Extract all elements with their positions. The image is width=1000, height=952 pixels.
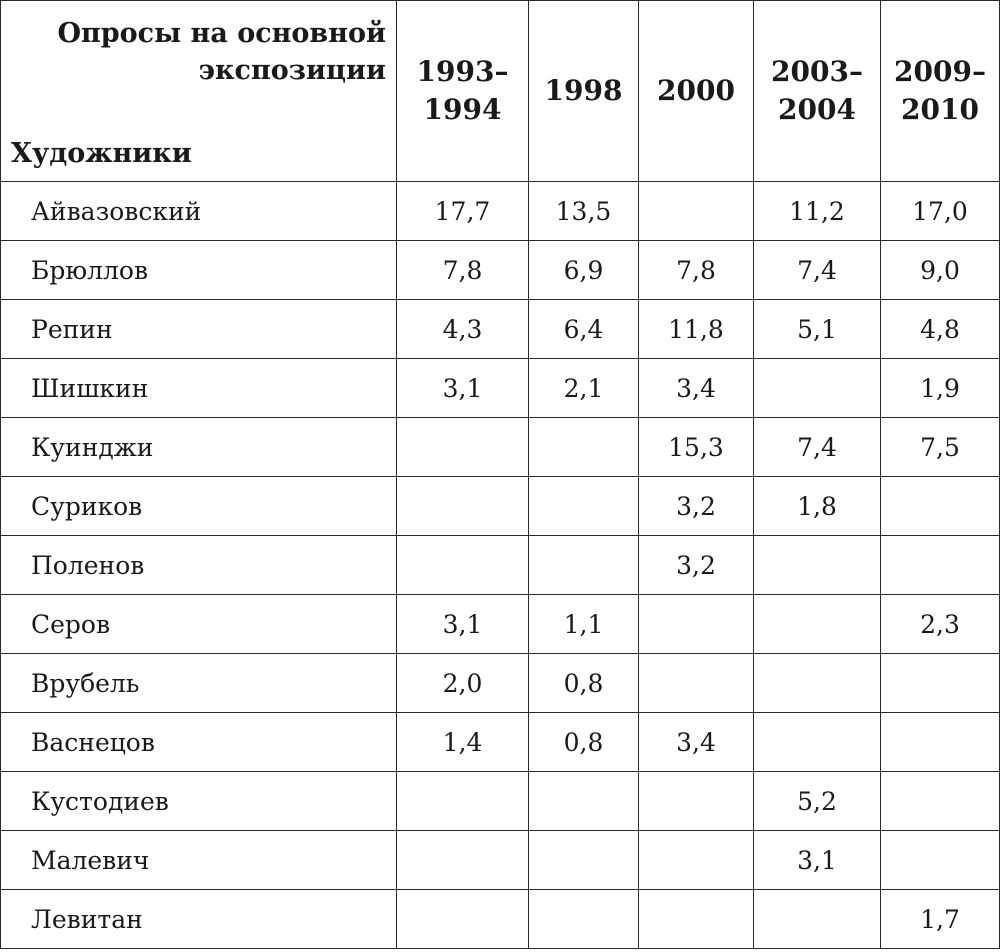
table-row	[1, 241, 1000, 300]
value-cell	[397, 831, 529, 890]
value-cell: 15,3	[639, 418, 754, 477]
value-cell: 7,4	[754, 241, 881, 300]
value-cell: 5,1	[754, 300, 881, 359]
value-cell: 11,8	[639, 300, 754, 359]
value-cell: 3,4	[639, 713, 754, 772]
value-cell	[639, 890, 754, 949]
value-cell: 5,2	[754, 772, 881, 831]
artist-name-cell: Малевич	[1, 831, 397, 890]
header-corner-cell	[1, 1, 397, 182]
artist-name-cell: Кустодиев	[1, 772, 397, 831]
value-cell	[881, 536, 1000, 595]
value-cell	[529, 831, 639, 890]
value-cell	[529, 536, 639, 595]
value-cell: 6,4	[529, 300, 639, 359]
value-cell: 3,2	[639, 536, 754, 595]
value-cell	[639, 595, 754, 654]
artist-name-cell: Репин	[1, 300, 397, 359]
table-row	[1, 890, 1000, 949]
year-header-2003-2004: 2003– 2004	[754, 1, 881, 182]
artist-name-cell: Поленов	[1, 536, 397, 595]
artist-name-cell: Левитан	[1, 890, 397, 949]
value-cell: 4,8	[881, 300, 1000, 359]
value-cell	[881, 831, 1000, 890]
table-row	[1, 772, 1000, 831]
value-cell	[881, 713, 1000, 772]
value-cell: 1,4	[397, 713, 529, 772]
value-cell: 0,8	[529, 654, 639, 713]
value-cell: 6,9	[529, 241, 639, 300]
value-cell	[397, 418, 529, 477]
value-cell	[754, 536, 881, 595]
table-row	[1, 300, 1000, 359]
value-cell: 17,7	[397, 182, 529, 241]
value-cell	[881, 477, 1000, 536]
artist-name-cell: Куинджи	[1, 418, 397, 477]
table-row	[1, 654, 1000, 713]
value-cell	[639, 831, 754, 890]
value-cell: 11,2	[754, 182, 881, 241]
value-cell	[639, 654, 754, 713]
artist-name-cell: Айвазовский	[1, 182, 397, 241]
value-cell: 7,8	[639, 241, 754, 300]
table-row	[1, 182, 1000, 241]
value-cell: 4,3	[397, 300, 529, 359]
year-header-1998: 1998	[529, 1, 639, 182]
value-cell	[529, 772, 639, 831]
header-row	[1, 1, 1000, 182]
value-cell: 1,9	[881, 359, 1000, 418]
artist-name-cell: Васнецов	[1, 713, 397, 772]
table-body	[1, 182, 1000, 949]
artist-name-cell: Врубель	[1, 654, 397, 713]
table-row	[1, 418, 1000, 477]
artist-name-cell: Брюллов	[1, 241, 397, 300]
value-cell	[754, 890, 881, 949]
value-cell: 7,5	[881, 418, 1000, 477]
value-cell	[529, 890, 639, 949]
value-cell	[529, 477, 639, 536]
table-row	[1, 713, 1000, 772]
value-cell: 3,1	[397, 359, 529, 418]
value-cell	[397, 890, 529, 949]
year-header-2009-2010: 2009– 2010	[881, 1, 1000, 182]
value-cell	[881, 772, 1000, 831]
value-cell	[639, 182, 754, 241]
value-cell: 9,0	[881, 241, 1000, 300]
artists-label: Художники	[11, 138, 192, 169]
value-cell: 3,1	[754, 831, 881, 890]
value-cell: 3,2	[639, 477, 754, 536]
value-cell	[529, 418, 639, 477]
value-cell: 17,0	[881, 182, 1000, 241]
value-cell: 0,8	[529, 713, 639, 772]
value-cell: 7,4	[754, 418, 881, 477]
table-row	[1, 831, 1000, 890]
value-cell: 3,1	[397, 595, 529, 654]
value-cell: 2,0	[397, 654, 529, 713]
table-row	[1, 359, 1000, 418]
year-header-1993-1994: 1993– 1994	[397, 1, 529, 182]
value-cell: 1,8	[754, 477, 881, 536]
value-cell: 1,7	[881, 890, 1000, 949]
value-cell: 2,1	[529, 359, 639, 418]
artist-name-cell: Шишкин	[1, 359, 397, 418]
table-row	[1, 477, 1000, 536]
table-row	[1, 595, 1000, 654]
value-cell	[754, 595, 881, 654]
value-cell	[881, 654, 1000, 713]
surveys-label: Опросы на основной экспозиции	[57, 18, 386, 86]
artist-name-cell: Серов	[1, 595, 397, 654]
table-row	[1, 536, 1000, 595]
value-cell: 13,5	[529, 182, 639, 241]
value-cell	[754, 713, 881, 772]
value-cell	[639, 772, 754, 831]
value-cell: 3,4	[639, 359, 754, 418]
value-cell	[754, 654, 881, 713]
artist-name-cell: Суриков	[1, 477, 397, 536]
value-cell: 2,3	[881, 595, 1000, 654]
value-cell	[397, 477, 529, 536]
value-cell	[397, 536, 529, 595]
value-cell: 1,1	[529, 595, 639, 654]
value-cell	[754, 359, 881, 418]
value-cell: 7,8	[397, 241, 529, 300]
value-cell	[397, 772, 529, 831]
year-header-2000: 2000	[639, 1, 754, 182]
